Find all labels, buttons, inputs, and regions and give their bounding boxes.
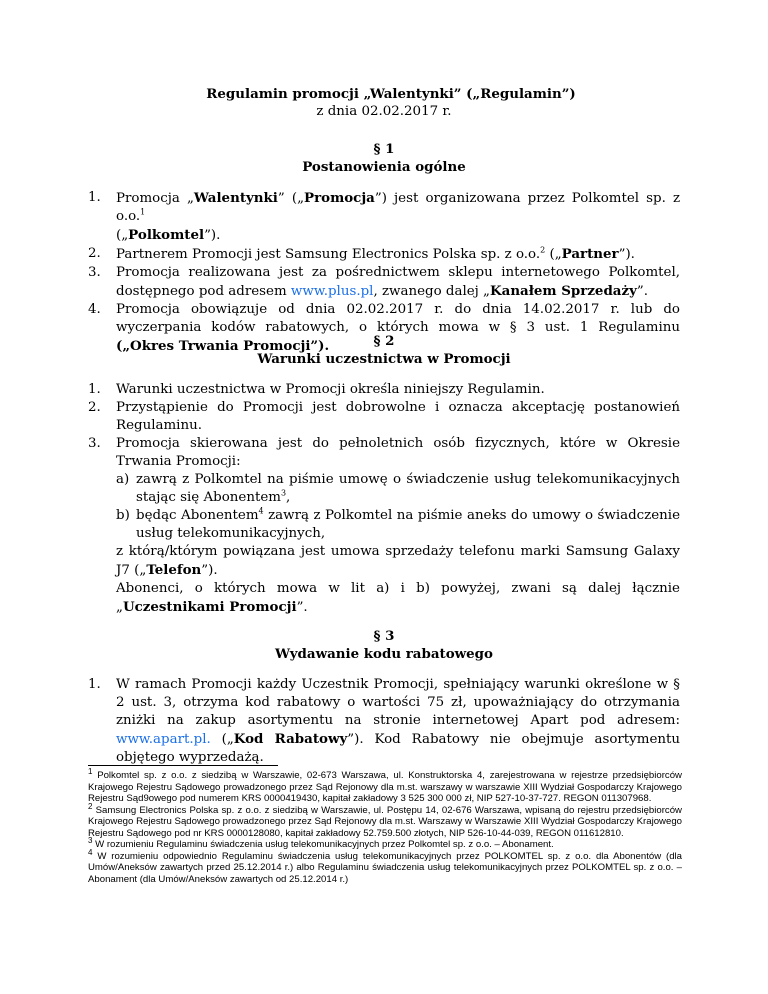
continuation-uczestnicy bbox=[116, 580, 680, 617]
item-number: 1. bbox=[88, 190, 101, 205]
list-item bbox=[88, 264, 680, 301]
text: ”. bbox=[296, 600, 308, 615]
item-number: 3. bbox=[88, 265, 101, 280]
list-item bbox=[88, 435, 680, 617]
document-title: Regulamin promocji „Walentynki” („Regulamin”) bbox=[206, 86, 576, 102]
text: W ramach Promocji każdy Uczestnik Promocji, spełniający warunki określone w § 2 ust. 3, otrzyma kod rabatowy o wartości 75 zł, upoważniający do otrzymania zniżki na zakup asortymentu na stronie internetowej Apart pod adresem: bbox=[116, 677, 680, 728]
text: ”). bbox=[201, 563, 218, 578]
footnote-3 bbox=[88, 835, 682, 851]
section-1-number: § 1 bbox=[373, 141, 395, 157]
list-item bbox=[88, 676, 680, 767]
list-item bbox=[88, 189, 680, 245]
text: będąc Abonentem bbox=[136, 508, 259, 523]
item-number: 3. bbox=[88, 436, 101, 451]
sub-item-a bbox=[116, 471, 680, 507]
item-number: 1. bbox=[88, 677, 101, 692]
text: Promocja obowiązuje od dnia 02.02.2017 r. do dnia 14.02.2017 r. lub do wyczerpania kodów rabatowych, o których mowa w § 3 ust. 1 Regulaminu bbox=[116, 302, 680, 335]
text: zawrą z Polkomtel na piśmie aneks do umowy o świadczenie usług telekomunikacyjnych, bbox=[136, 508, 680, 541]
footnote-number: 4 bbox=[88, 847, 93, 857]
footnotes bbox=[88, 766, 682, 885]
section-3-list bbox=[88, 676, 680, 767]
list-item bbox=[88, 381, 680, 399]
footnote-text: W rozumieniu Regulaminu świadczenia usług telekomunikacyjnych przez Polkomtel sp. z o.o. – Abonament. bbox=[92, 839, 554, 850]
text: Warunki uczestnictwa w Promocji określa niniejszy Regulamin. bbox=[116, 382, 545, 397]
plus-link[interactable]: www.plus.pl bbox=[290, 284, 374, 299]
sub-item-b bbox=[116, 507, 680, 543]
footnote-text: W rozumieniu odpowiednio Regulaminu świadczenia usług telekomunikacyjnych przez POLKOMTEL sp. z o.o. dla Abonentów (dla Umów/Aneksów zawartych przed 25.12.2014 r.) albo Regulaminu świadczenia usług telekomunikacyjnych przez POLKOMTEL sp. z o.o. – Abonament (dla Umów/Aneksów zawartych od 25.12.2014 r.) bbox=[88, 850, 682, 885]
section-2-list bbox=[88, 381, 680, 617]
section-1-heading bbox=[0, 140, 768, 176]
text: ” („ bbox=[277, 191, 305, 206]
text: , bbox=[286, 490, 291, 505]
footnote-ref: 2 bbox=[540, 245, 546, 255]
text: Promocja realizowana jest za pośrednictwem sklepu internetowego Polkomtel, dostępnego pod adresem bbox=[116, 265, 680, 299]
item-number: 2. bbox=[88, 400, 101, 415]
section-1-list bbox=[88, 189, 680, 356]
term-partner: Partner bbox=[561, 246, 619, 262]
footnote-number: 3 bbox=[88, 835, 93, 845]
section-3-title: Wydawanie kodu rabatowego bbox=[275, 646, 493, 662]
section-1-title: Postanowienia ogólne bbox=[302, 159, 466, 175]
continuation-telefon bbox=[116, 543, 680, 580]
sub-letter: b) bbox=[116, 508, 130, 523]
text: zawrą z Polkomtel na piśmie umowę o świadczenie usług telekomunikacyjnych stając się Abonentem bbox=[136, 472, 680, 505]
term-telefon: Telefon bbox=[146, 562, 202, 578]
term-uczestnicy: Uczestnikami Promocji bbox=[122, 599, 297, 615]
section-2-title: Warunki uczestnictwa w Promocji bbox=[257, 351, 511, 367]
text: ”. bbox=[636, 284, 648, 299]
footnote-number: 1 bbox=[88, 766, 93, 776]
document-date: z dnia 02.02.2017 r. bbox=[316, 104, 452, 119]
footnote-ref: 4 bbox=[258, 506, 264, 516]
text: Promocja skierowana jest do pełnoletnich osób fizycznych, które w Okresie Trwania Promocji: bbox=[116, 436, 680, 469]
term-promocja: Promocja bbox=[304, 190, 375, 206]
footnote-ref: 1 bbox=[140, 207, 146, 217]
text: Abonenci, o których mowa w lit a) i b) powyżej, zwani są dalej łącznie „ bbox=[116, 581, 680, 615]
footnote-4 bbox=[88, 847, 682, 886]
text: ”) jest organizowana przez Polkomtel sp. z o.o. bbox=[116, 191, 681, 224]
term-polkomtel: Polkomtel bbox=[128, 227, 205, 243]
footnote-ref: 3 bbox=[280, 488, 287, 498]
section-3-heading bbox=[0, 627, 768, 663]
footnote-text: Samsung Electronics Polska sp. z o.o. z siedzibą w Warszawie, ul. Postępu 14, 02-676 Warszawa, wpisaną do rejestru przedsiębiorców Krajowego Rejestru Sądowego prowadzonego przez Sąd Rejonowy dla m.st. Warszawy w Warszawie XIII Wydział Gospodarczy Krajowego Rejestru Sądowego pod nr KRS 0000128080, kapitał zakładowy 52.759.500 złotych, NIP 526-10-44-039, REGON 011612810. bbox=[88, 804, 682, 839]
term-walentynki: Walentynki bbox=[193, 190, 278, 206]
item-number: 4. bbox=[88, 302, 101, 317]
text: Przystąpienie do Promocji jest dobrowolne i oznacza akceptację postanowień Regulaminu. bbox=[116, 400, 680, 433]
text: , zwanego dalej „ bbox=[373, 284, 490, 299]
document-header bbox=[0, 85, 768, 121]
text: ”). Kod Rabatowy nie obejmuje asortymentu objętego wyprzedażą. bbox=[116, 732, 680, 765]
item-number: 2. bbox=[88, 246, 101, 261]
text: („ bbox=[545, 247, 562, 262]
text: z którą/którym powiązana jest umowa sprzedaży telefonu marki Samsung Galaxy J7 („ bbox=[116, 544, 680, 578]
text: ”). bbox=[204, 228, 221, 243]
footnote-divider bbox=[88, 765, 278, 766]
list-item bbox=[88, 245, 680, 264]
text: Promocja „ bbox=[116, 191, 194, 206]
text: ”). bbox=[618, 247, 635, 262]
section-3-number: § 3 bbox=[373, 628, 395, 644]
list-item bbox=[88, 399, 680, 435]
footnote-text: Polkomtel sp. z o.o. z siedzibą w Warszawie, 02-673 Warszawa, ul. Konstruktorska 4, zarejestrowana w rejestrze przedsiębiorców Krajowego Rejestru Sądowego prowadzonego przez Sąd Rejonowy dla m.st. warszawy w warszawie XIII Wydział Gospodarczy Krajowego Rejestru Sąd9owego pod numerem KRS 0000419430, kapitał zakładowy 3 525 300 000 zł, NIP 527-10-37-727. REGON 011307968. bbox=[88, 770, 682, 804]
section-2-number: § 2 bbox=[373, 333, 395, 349]
sub-letter: a) bbox=[116, 472, 130, 487]
text: Partnerem Promocji jest Samsung Electronics Polska sp. z o.o. bbox=[116, 247, 541, 262]
item-number: 1. bbox=[88, 382, 101, 397]
apart-link[interactable]: www.apart.pl. bbox=[116, 732, 211, 747]
term-kanal-sprzedazy: Kanałem Sprzedaży bbox=[490, 283, 637, 299]
term-okres-trwania: („Okres Trwania Promocji”). bbox=[116, 338, 330, 354]
text: („ bbox=[116, 228, 129, 243]
footnote-2 bbox=[88, 801, 682, 840]
footnote-1 bbox=[88, 766, 682, 805]
section-2-heading bbox=[0, 332, 768, 368]
footnote-number: 2 bbox=[88, 801, 93, 811]
term-kod-rabatowy: Kod Rabatowy bbox=[233, 731, 348, 747]
text: („ bbox=[210, 732, 234, 747]
